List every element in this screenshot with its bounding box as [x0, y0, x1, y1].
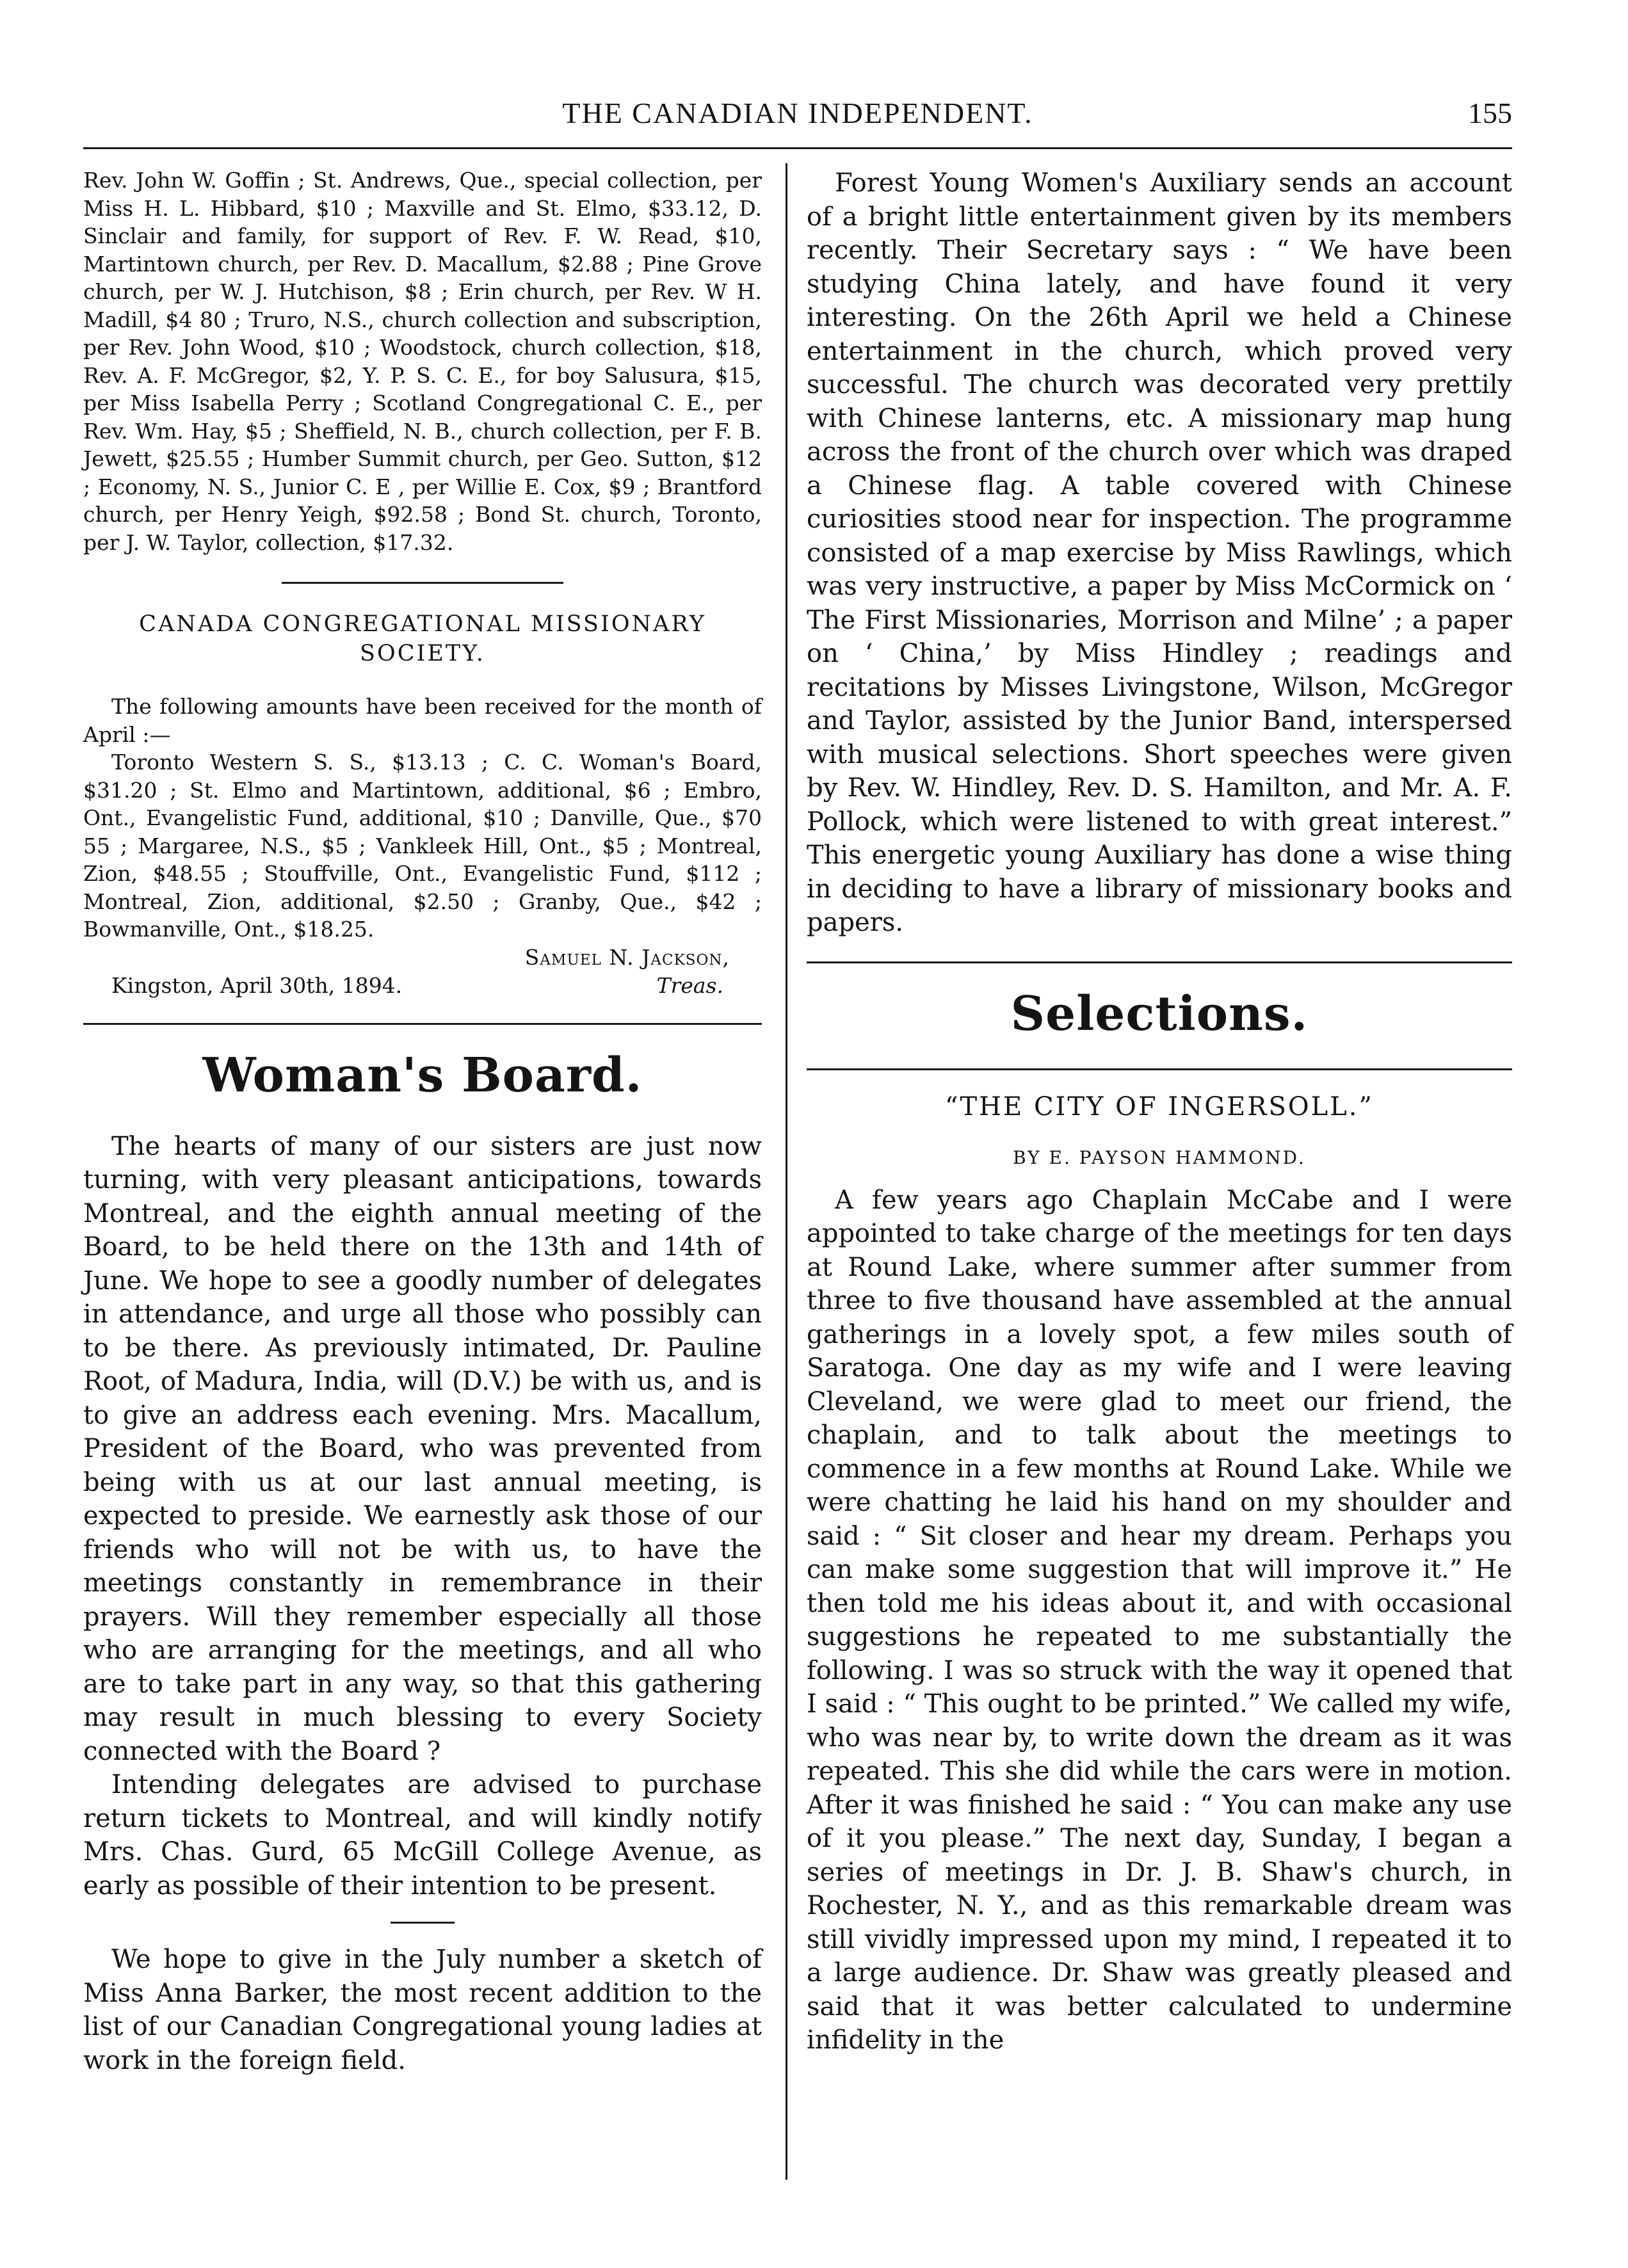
womans-board-paragraph: We hope to give in the July number a sketch of Miss Anna Barker, the most recent addition to the list of our Canadian Congregational young ladies at work in the foreign field.: [83, 1945, 762, 2075]
womans-board-heading: Woman's Board.: [202, 1047, 643, 1103]
column-divider: [786, 163, 787, 2180]
newspaper-page: [83, 96, 1512, 2183]
signature-name: Samuel N. Jackson,: [524, 944, 730, 970]
article-title: “THE CITY OF INGERSOLL.”: [945, 1091, 1374, 1122]
womans-board-paragraph: Intending delegates are advised to purchase return tickets to Montreal, and will kindly notify Mrs. Chas. Gurd, 65 McGill College Avenue, as early as possible of their intention to be present.: [83, 1770, 762, 1901]
running-header: [83, 96, 1512, 149]
selections-heading: Selections.: [1010, 986, 1309, 1042]
forest-auxiliary-paragraph: Forest Young Women's Auxiliary sends an account of a bright little entertainment given by its members recently. Their Secretary says : “ We have been studying China lately, and have found it very interesting. On the 26th April we held a Chinese entertainment in the church, which proved very successful. The church was decorated very prettily with Chinese lanterns, etc. A missionary map hung across the front of the church over which was draped a Chinese flag. A table covered with Chinese curiosities stood near for inspection. The programme consisted of a map exercise by Miss Rawlings, which was very instructive, a paper by Miss McCormick on ‘ The First Missionaries, Morrison and Milne’ ; a paper on ‘ China,’ by Miss Hindley ; readings and recitations by Misses Livingstone, Wilson, McGregor and Taylor, assisted by the Junior Band, interspersed with musical selections. Short speeches were given by Rev. W. Hindley, Rev. D. S. Hamilton, and Mr. A. F. Pollock, which were listened to with great interest.” This energetic young Auxiliary has done a wise thing in deciding to have a library of missionary books and papers.: [807, 168, 1512, 937]
society-heading: [83, 609, 762, 668]
section-divider: [807, 1068, 1512, 1070]
left-column: [83, 166, 762, 2077]
signature-place-date: Kingston, April 30th, 1894.: [111, 972, 403, 998]
section-divider: [282, 582, 563, 584]
article-body: A few years ago Chaplain McCabe and I were appointed to take charge of the meetings for ten days at Round Lake, where summer after summer from three to five thousand have assembled at the annual gatherings in a lovely spot, a few miles south of Saratoga. One day as my wife and I were leaving Cleveland, we were glad to meet our friend, the chaplain, and to talk about the meetings to commence in a few months at Round Lake. While we were chatting he laid his hand on my shoulder and said : “ Sit closer and hear my dream. Perhaps you can make some suggestion that will improve it.” He then told me his ideas about it, and with occasional suggestions he repeated to me substantially the following. I was so struck with the way it opened that I said : “ This ought to be printed.” We called my wife, who was near by, to write down the dream as it was repeated. This she did while the cars were in motion. After it was finished he said : “ You can make any use of it you please.” The next day, Sunday, I began a series of meetings in Dr. J. B. Shaw's church, in Rochester, N. Y., and as this remarkable dream was still vividly impressed upon my mind, I repeated it to a large audience. Dr. Shaw was greatly pleased and said that it was better calculated to undermine infidelity in the: [807, 1185, 1512, 2055]
section-divider: [83, 1023, 762, 1025]
society-heading-line2: SOCIETY.: [360, 641, 485, 666]
paragraph-divider: [391, 1922, 455, 1924]
treasurer-signature: [83, 944, 762, 1001]
section-divider: [807, 961, 1512, 963]
publication-title: THE CANADIAN INDEPENDENT.: [562, 97, 1033, 129]
signature-title: Treas.: [656, 972, 723, 998]
page-number: 155: [1468, 97, 1512, 129]
society-intro: The following amounts have been received for the month of April :—: [83, 694, 762, 747]
right-column: [807, 166, 1512, 2057]
contributions-list: Rev. John W. Goffin ; St. Andrews, Que., special collection, per Miss H. L. Hibbard, $10 ; Maxville and St. Elmo, $33.12, D. Sinclair and family, for support of Rev. F. W. Read, $10, Martintown church, per Rev. D. Macallum, $2.88 ; Pine Grove church, per W. J. Hutchison, $8 ; Erin church, per Rev. W H. Madill, $4 80 ; Truro, N.S., church collection and subscription, per Rev. John Wood, $10 ; Woodstock, church collection, $18, Rev. A. F. McGregor, $2, Y. P. S. C. E., for boy Salusura, $15, per Miss Isabella Perry ; Scotland Congregational C. E., per Rev. Wm. Hay, $5 ; Sheffield, N. B., church collection, per F. B. Jewett, $25.55 ; Humber Summit church, per Geo. Sutton, $12 ; Economy, N. S., Junior C. E , per Willie E. Cox, $9 ; Brantford church, per Henry Yeigh, $92.58 ; Bond St. church, Toronto, per J. W. Taylor, collection, $17.32.: [83, 168, 762, 555]
article-byline: BY E. PAYSON HAMMOND.: [1013, 1146, 1306, 1168]
society-heading-line1: CANADA CONGREGATIONAL MISSIONARY: [139, 611, 706, 637]
society-amounts-list: Toronto Western S. S., $13.13 ; C. C. Woman's Board, $31.20 ; St. Elmo and Martintown, additional, $6 ; Embro, Ont., Evangelistic Fund, additional, $10 ; Danville, Que., $70 55 ; Margaree, N.S., $5 ; Vankleek Hill, Ont., $5 ; Montreal, Zion, $48.55 ; Stouffville, Ont., Evangelistic Fund, $112 ; Montreal, Zion, additional, $2.50 ; Granby, Que., $42 ; Bowmanville, Ont., $18.25.: [83, 750, 762, 942]
womans-board-paragraph: The hearts of many of our sisters are just now turning, with very pleasant anticipations, towards Montreal, and the eighth annual meeting of the Board, to be held there on the 13th and 14th of June. We hope to see a goodly number of delegates in attendance, and urge all those who possibly can to be there. As previously intimated, Dr. Pauline Root, of Madura, India, will (D.V.) be with us, and is to give an address each evening. Mrs. Macallum, President of the Board, who was prevented from being with us at our last annual meeting, is expected to preside. We earnestly ask those of our friends who will not be with us, to have the meetings constantly in remembrance in their prayers. Will they remember especially all those who are arranging for the meetings, and all who are to take part in any way, so that this gathering may result in much blessing to every Society connected with the Board ?: [83, 1131, 762, 1766]
